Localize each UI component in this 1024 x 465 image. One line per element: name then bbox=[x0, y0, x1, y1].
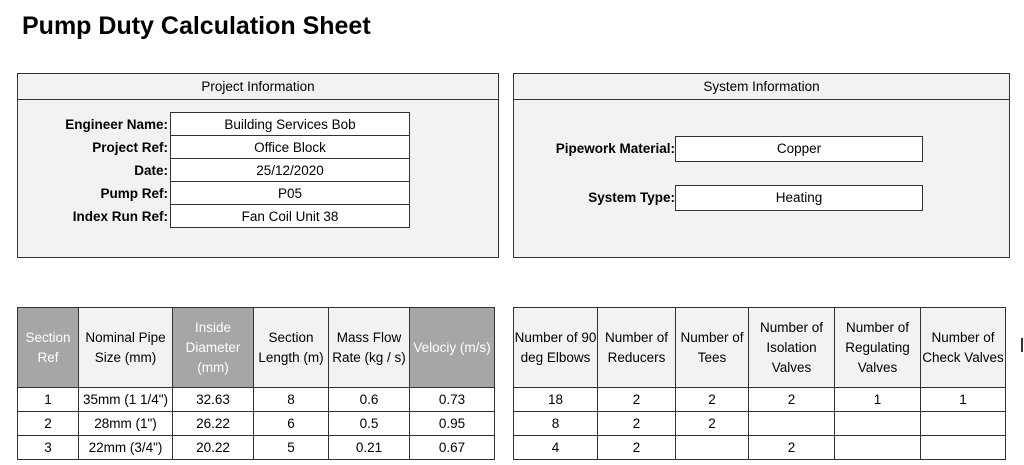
table-row bbox=[18, 412, 495, 436]
index-run-ref-label: Index Run Ref: bbox=[72, 208, 168, 224]
section-ref-cell[interactable]: 1 bbox=[18, 388, 79, 412]
velocity-cell[interactable]: 0.73 bbox=[410, 388, 495, 412]
field-row-system-type bbox=[514, 185, 1011, 211]
tees-cell[interactable]: 2 bbox=[676, 412, 749, 436]
project-information-panel bbox=[17, 73, 499, 258]
nominal-pipe-size-cell[interactable]: 28mm (1") bbox=[79, 412, 173, 436]
inside-diameter-cell[interactable]: 32.63 bbox=[173, 388, 254, 412]
pipe-sections-table bbox=[17, 307, 495, 460]
system-information-header: System Information bbox=[514, 74, 1009, 100]
engineer-name-label: Engineer Name: bbox=[65, 116, 168, 132]
clipped-column-edge bbox=[1010, 307, 1024, 465]
field-row-pipework-material bbox=[514, 136, 1011, 162]
elbows-cell[interactable]: 18 bbox=[514, 388, 598, 412]
table-row bbox=[514, 412, 1006, 436]
section-length-cell[interactable]: 6 bbox=[254, 412, 329, 436]
field-row-pump-ref bbox=[40, 182, 410, 205]
pipe-header-row bbox=[18, 308, 495, 388]
inside-diameter-cell[interactable]: 26.22 bbox=[173, 412, 254, 436]
regulating-valves-cell[interactable] bbox=[835, 412, 921, 436]
header-section-ref: Section Ref bbox=[18, 308, 79, 388]
engineer-name-cell[interactable]: Building Services Bob bbox=[171, 113, 410, 136]
elbows-cell[interactable]: 4 bbox=[514, 436, 598, 460]
field-row-date bbox=[40, 159, 410, 182]
mass-flow-rate-cell[interactable]: 0.6 bbox=[329, 388, 410, 412]
date-cell[interactable]: 25/12/2020 bbox=[171, 159, 410, 182]
header-tees: Number of Tees bbox=[676, 308, 749, 388]
system-type-cell[interactable]: Heating bbox=[675, 185, 923, 211]
pump-ref-cell[interactable]: P05 bbox=[171, 182, 410, 205]
date-label: Date: bbox=[134, 162, 168, 178]
header-inside-diameter: Inside Diameter (mm) bbox=[173, 308, 254, 388]
table-row bbox=[514, 388, 1006, 412]
regulating-valves-cell[interactable]: 1 bbox=[835, 388, 921, 412]
field-row-engineer-name bbox=[40, 113, 410, 136]
project-fields bbox=[40, 112, 410, 228]
elbows-cell[interactable]: 8 bbox=[514, 412, 598, 436]
clipped-column-stub bbox=[1021, 338, 1023, 352]
header-90-deg-elbows: Number of 90 deg Elbows bbox=[514, 308, 598, 388]
section-length-cell[interactable]: 8 bbox=[254, 388, 329, 412]
project-ref-label: Project Ref: bbox=[92, 139, 168, 155]
header-nominal-pipe-size: Nominal Pipe Size (mm) bbox=[79, 308, 173, 388]
nominal-pipe-size-cell[interactable]: 35mm (1 1/4") bbox=[79, 388, 173, 412]
project-information-header: Project Information bbox=[18, 74, 498, 100]
check-valves-cell[interactable] bbox=[921, 412, 1006, 436]
nominal-pipe-size-cell[interactable]: 22mm (3/4") bbox=[79, 436, 173, 460]
section-ref-cell[interactable]: 2 bbox=[18, 412, 79, 436]
system-type-label: System Type: bbox=[588, 190, 675, 205]
tees-cell[interactable] bbox=[676, 436, 749, 460]
reducers-cell[interactable]: 2 bbox=[598, 412, 676, 436]
pipework-material-label: Pipework Material: bbox=[555, 141, 675, 156]
header-regulating-valves: Number of Regulating Valves bbox=[835, 308, 921, 388]
velocity-cell[interactable]: 0.67 bbox=[410, 436, 495, 460]
mass-flow-rate-cell[interactable]: 0.5 bbox=[329, 412, 410, 436]
field-row-index-run-ref bbox=[40, 205, 410, 228]
table-row bbox=[514, 436, 1006, 460]
check-valves-cell[interactable]: 1 bbox=[921, 388, 1006, 412]
header-mass-flow-rate: Mass Flow Rate (kg / s) bbox=[329, 308, 410, 388]
reducers-cell[interactable]: 2 bbox=[598, 388, 676, 412]
inside-diameter-cell[interactable]: 20.22 bbox=[173, 436, 254, 460]
page-title: Pump Duty Calculation Sheet bbox=[22, 12, 371, 40]
header-isolation-valves: Number of Isolation Valves bbox=[749, 308, 835, 388]
project-ref-cell[interactable]: Office Block bbox=[171, 136, 410, 159]
regulating-valves-cell[interactable] bbox=[835, 436, 921, 460]
fittings-table bbox=[513, 307, 1006, 460]
tees-cell[interactable]: 2 bbox=[676, 388, 749, 412]
pump-ref-label: Pump Ref: bbox=[100, 185, 168, 201]
mass-flow-rate-cell[interactable]: 0.21 bbox=[329, 436, 410, 460]
index-run-ref-cell[interactable]: Fan Coil Unit 38 bbox=[171, 205, 410, 228]
fittings-header-row bbox=[514, 308, 1006, 388]
isolation-valves-cell[interactable]: 2 bbox=[749, 436, 835, 460]
pipework-material-cell[interactable]: Copper bbox=[675, 136, 923, 162]
table-row bbox=[18, 388, 495, 412]
section-ref-cell[interactable]: 3 bbox=[18, 436, 79, 460]
header-check-valves: Number of Check Valves bbox=[921, 308, 1006, 388]
header-section-length: Section Length (m) bbox=[254, 308, 329, 388]
section-length-cell[interactable]: 5 bbox=[254, 436, 329, 460]
field-row-project-ref bbox=[40, 136, 410, 159]
system-information-panel bbox=[513, 73, 1010, 258]
reducers-cell[interactable]: 2 bbox=[598, 436, 676, 460]
isolation-valves-cell[interactable] bbox=[749, 412, 835, 436]
check-valves-cell[interactable] bbox=[921, 436, 1006, 460]
table-row bbox=[18, 436, 495, 460]
header-reducers: Number of Reducers bbox=[598, 308, 676, 388]
isolation-valves-cell[interactable]: 2 bbox=[749, 388, 835, 412]
header-velocity: Velociy (m/s) bbox=[410, 308, 495, 388]
velocity-cell[interactable]: 0.95 bbox=[410, 412, 495, 436]
